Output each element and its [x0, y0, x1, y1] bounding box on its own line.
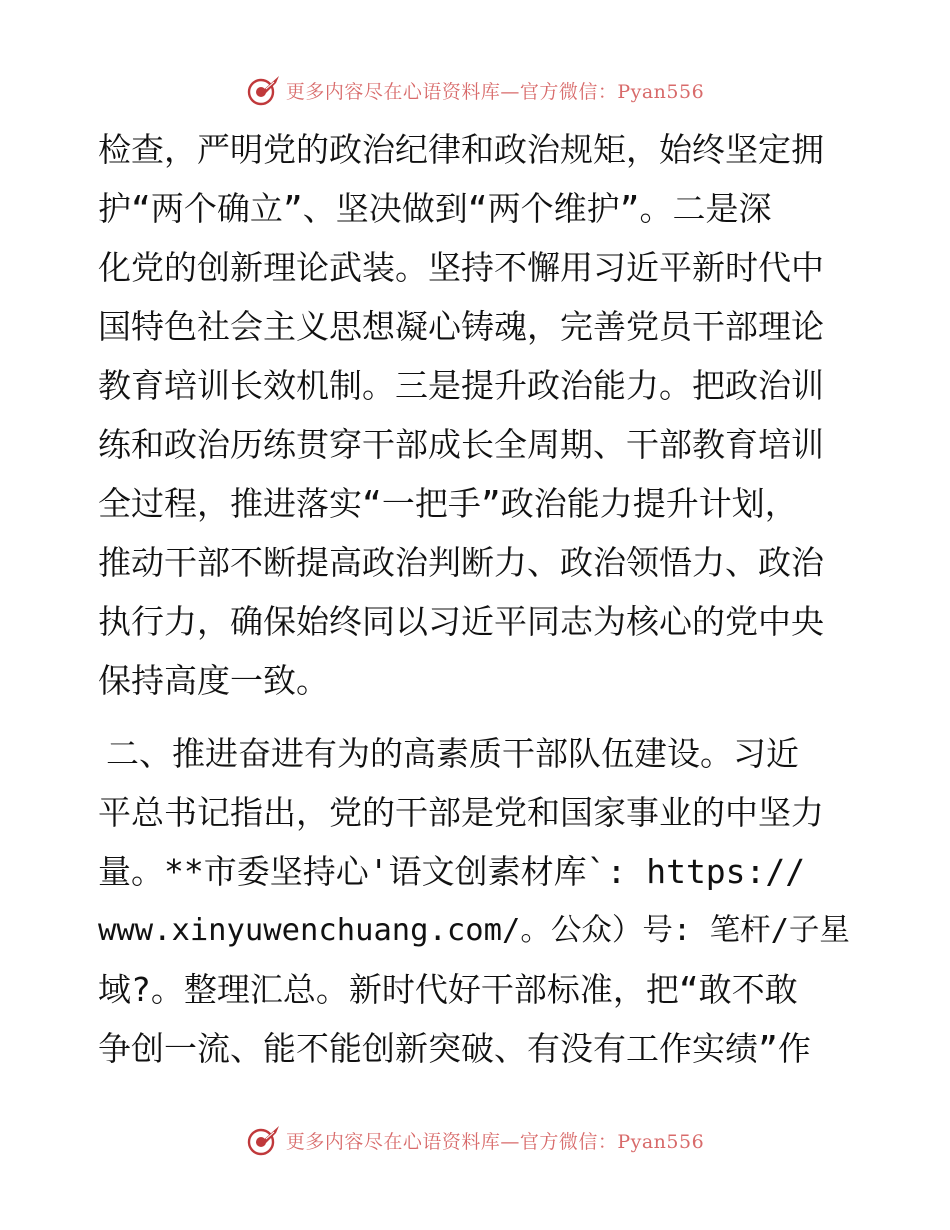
paragraph-1 — [98, 120, 858, 710]
footer-banner-text: 更多内容尽在心语资料库—官方微信：Pyan556 — [285, 1130, 705, 1153]
text-line: 保持高度一致。 — [98, 661, 329, 700]
quill-pen-logo-icon — [246, 1123, 282, 1157]
paragraph-spacer — [98, 710, 858, 724]
text-line: 国特色社会主义思想凝心铸魂，完善党员干部理论 — [98, 307, 824, 346]
text-line: 平总书记指出，党的干部是党和国家事业的中坚力 — [98, 793, 824, 832]
header-banner-text: 更多内容尽在心语资料库—官方微信：Pyan556 — [285, 80, 705, 103]
paragraph-2 — [98, 724, 858, 1078]
text-line: 教育培训长效机制。三是提升政治能力。把政治训 — [98, 366, 824, 405]
text-line: 练和政治历练贯穿干部成长全周期、干部教育培训 — [98, 425, 824, 464]
text-line: 化党的创新理论武装。坚持不懈用习近平新时代中 — [98, 248, 824, 287]
document-body — [98, 120, 858, 1078]
text-line: 域?。整理汇总。新时代好干部标准，把“敢不敢 — [98, 970, 798, 1009]
section-heading-line: 二、推进奋进有为的高素质干部队伍建设。习近 — [106, 734, 799, 773]
header-banner — [0, 72, 950, 108]
text-line: 护“两个确立”、坚决做到“两个维护”。二是深 — [98, 189, 772, 228]
footer-banner — [0, 1122, 950, 1158]
text-line: 全过程，推进落实“一把手”政治能力提升计划， — [98, 484, 798, 523]
text-line: 执行力，确保始终同以习近平同志为核心的党中央 — [98, 602, 824, 641]
text-line: 争创一流、能不能创新突破、有没有工作实绩”作 — [98, 1029, 811, 1068]
text-line: 量。**市委坚持心'语文创素材库`: https:// — [98, 852, 806, 891]
quill-pen-logo-icon — [246, 73, 282, 107]
text-line: 检查，严明党的政治纪律和政治规矩，始终坚定拥 — [98, 130, 824, 169]
text-line: www.xinyuwenchuang.com/。公众）号: 笔杆/子星 — [98, 913, 850, 948]
text-line: 推动干部不断提高政治判断力、政治领悟力、政治 — [98, 543, 824, 582]
